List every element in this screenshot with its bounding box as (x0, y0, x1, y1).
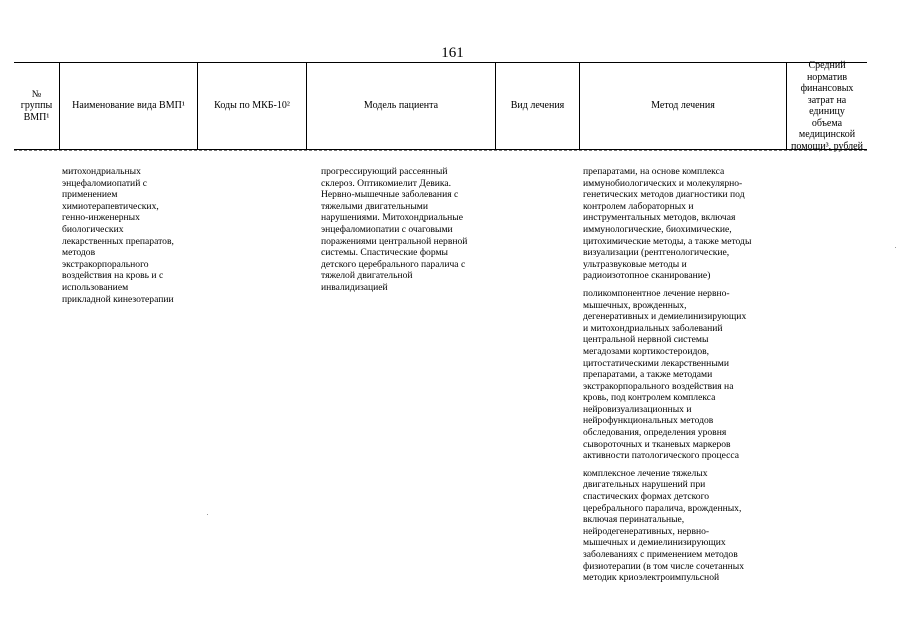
treatment-method-cell (583, 166, 783, 590)
patient-model-cell: прогрессирующий рассеянный склероз. Оптикомиелит Девика. Нервно-мышечные заболевания с тяжелыми двигательными нарушениями. Митохондриальные энцефаломиопатии с очаговыми поражениями центральной нервной системы. Спастические формы детского церебрального паралича с тяжелой двигательной инвалидизацией (321, 166, 468, 293)
scan-speck (207, 514, 208, 515)
header-treatment-type: Вид лечения (510, 100, 565, 112)
method-paragraph: комплексное лечение тяжелых двигательных нарушений при спастических формах детского церебрального паралича, врожденных, включая перинатальные, нейродегенеративных, нервно- мышечных и демиелинизирующих заболеваниях с применением методов физиотерапии (в том числе сочетанных методик криоэлектроимпульсной (583, 467, 745, 584)
header-icd-codes: Коды по МКБ-10² (214, 100, 290, 112)
vmp-name-cell: митохондриальных энцефаломиопатий с применением химиотерапевтических, генно-инженерных биологических лекарственных препаратов, методов экстракорпорального воздействия на кровь и с использованием прикладной кинезотерапии (62, 166, 174, 305)
method-paragraph: препаратами, на основе комплекса иммунобиологических и молекулярно- генетических методов диагностики под контролем лабораторных и инструментальных методов, включая иммунологические, биохимические, цитохимические методы, а также методы визуализации (рентгенологические, ультразвуковые методы и радиоизотопное сканирование) (583, 166, 752, 282)
page-number: 161 (441, 45, 464, 61)
header-vmp-name: Наименование вида ВМП¹ (72, 100, 185, 112)
header-patient-model: Модель пациента (363, 100, 439, 112)
header-treatment-method: Метод лечения (651, 100, 715, 112)
header-group-number: № группы ВМП¹ (20, 88, 53, 123)
scan-speck (895, 247, 896, 248)
method-paragraph: поликомпонентное лечение нервно- мышечных, врожденных, дегенеративных и демиелинизирующих и митохондриальных заболеваний центральной нервной системы мегадозами кортикостероидов, цитостатическими лекарственными препаратами, а также методами экстракорпорального воздействия на кровь, под контролем комплекса нейровизуализационных и нейрофункциональных методов обследования, определения уровня сывороточных и тканевых маркеров активности патологического процесса (583, 287, 747, 462)
header-bottom-rule (14, 150, 867, 151)
header-average-cost: Средний норматив финансовых затрат на единицу объема медицинской помощи³, рублей (791, 60, 863, 152)
table-header (14, 62, 867, 150)
